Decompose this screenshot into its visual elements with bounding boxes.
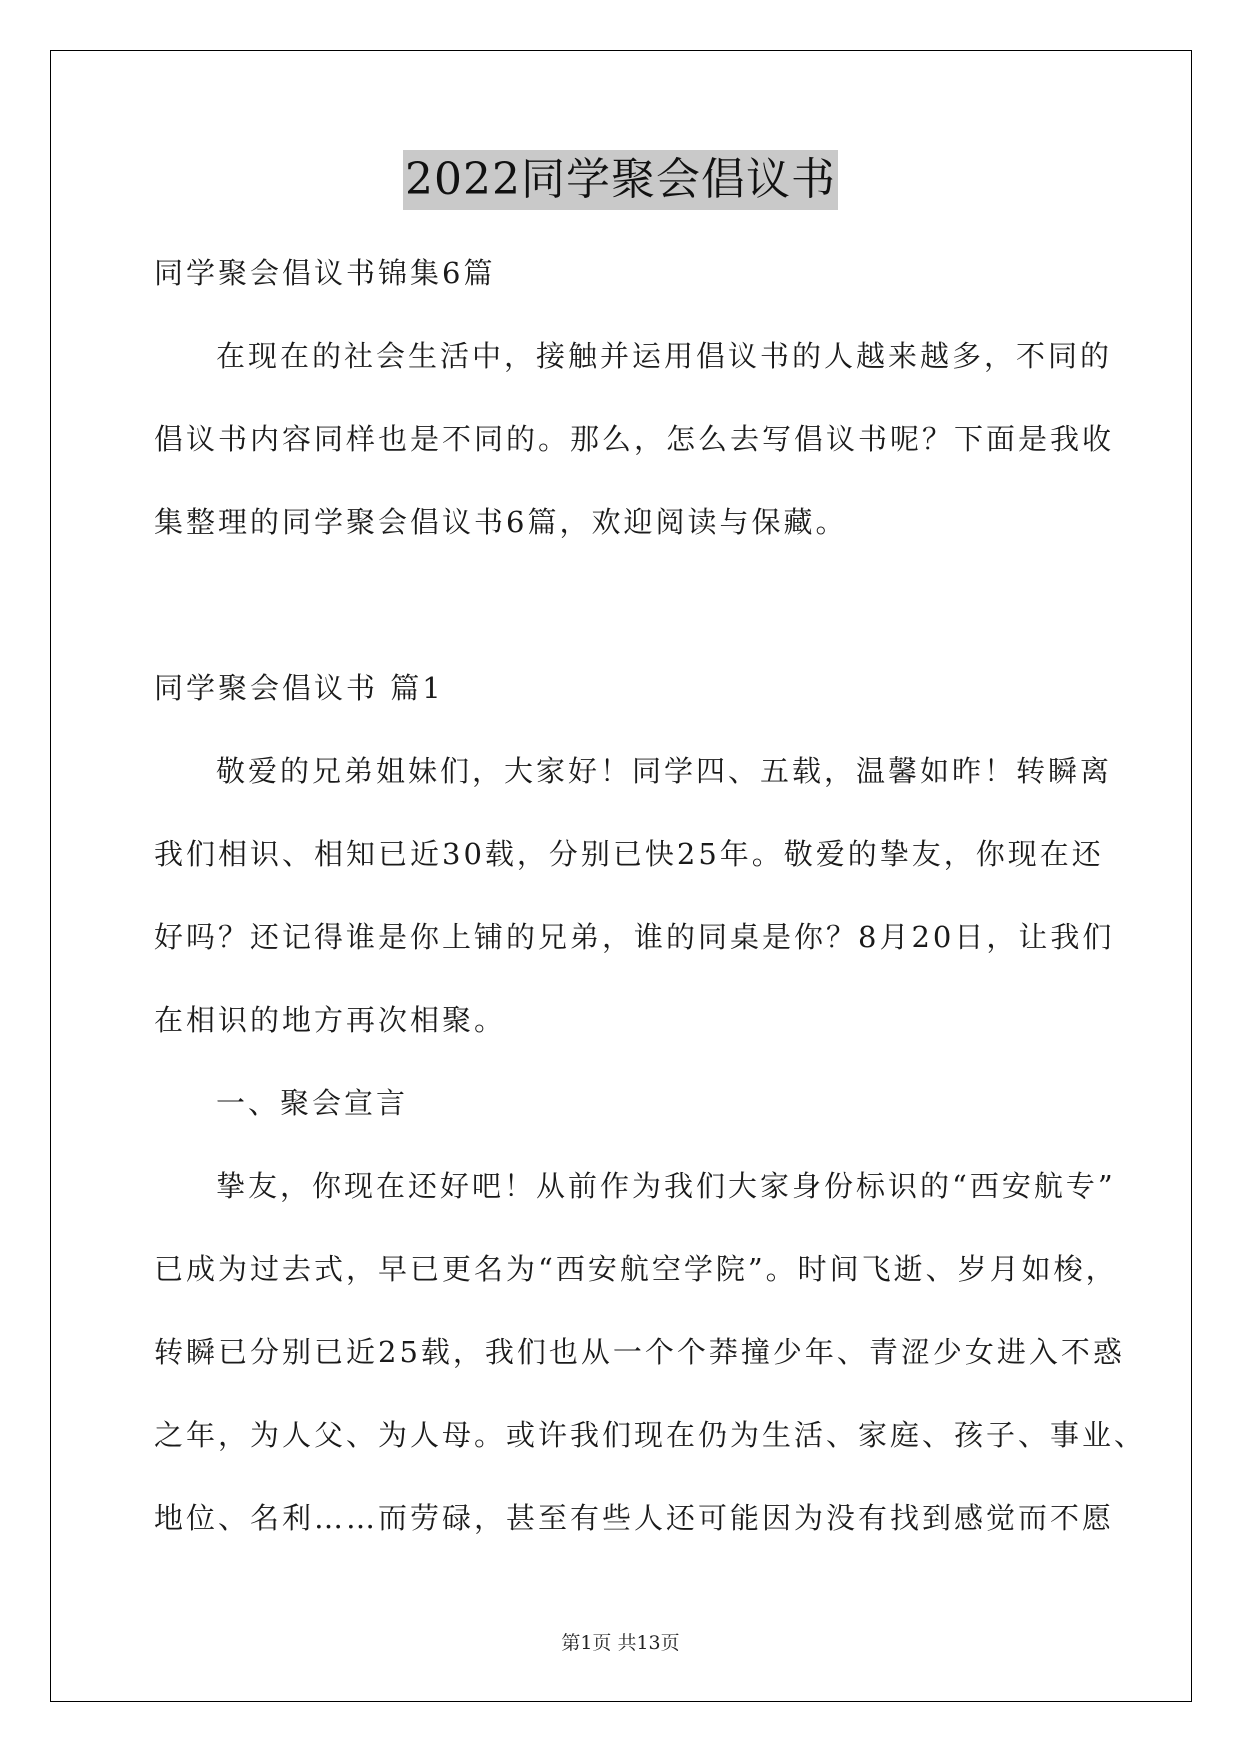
document-body xyxy=(154,232,1147,1560)
section-heading: 同学聚会倡议书 篇1 xyxy=(154,671,444,705)
para2-line-2: 已成为过去式，早已更名为“西安航空学院”。时间飞逝、岁月如梭， xyxy=(154,1252,1118,1286)
para2-line-1: 挚友，你现在还好吧！从前作为我们大家身份标识的“西安航专” xyxy=(216,1169,1116,1203)
intro-line-2: 倡议书内容同样也是不同的。那么，怎么去写倡议书呢？下面是我收 xyxy=(154,422,1115,456)
para2-line-5: 地位、名利……而劳碌，甚至有些人还可能因为没有找到感觉而不愿 xyxy=(154,1501,1115,1535)
spacer xyxy=(154,564,1094,647)
sub-heading: 一、聚会宣言 xyxy=(216,1086,409,1120)
page-footer: 第1页 共13页 xyxy=(561,1632,680,1654)
document-subtitle: 同学聚会倡议书锦集6篇 xyxy=(154,256,496,290)
para1-line-4: 在相识的地方再次相聚。 xyxy=(154,1003,507,1037)
intro-line-3: 集整理的同学聚会倡议书6篇，欢迎阅读与保藏。 xyxy=(154,505,848,539)
intro-line-1: 在现在的社会生活中，接触并运用倡议书的人越来越多，不同的 xyxy=(216,339,1113,373)
para1-line-1: 敬爱的兄弟姐妹们，大家好！同学四、五载，温馨如昨！转瞬离 xyxy=(216,754,1113,788)
document-title: 2022同学聚会倡议书 xyxy=(403,150,838,210)
title-container xyxy=(0,150,1241,210)
para2-line-3: 转瞬已分别已近25载，我们也从一个个莽撞少年、青涩少女进入不惑 xyxy=(154,1335,1125,1369)
para1-line-2: 我们相识、相知已近30载，分别已快25年。敬爱的挚友，你现在还 xyxy=(154,837,1104,871)
para1-line-3: 好吗？还记得谁是你上铺的兄弟，谁的同桌是你？8月20日，让我们 xyxy=(154,920,1115,954)
para2-line-4: 之年，为人父、为人母。或许我们现在仍为生活、家庭、孩子、事业、 xyxy=(154,1418,1147,1452)
